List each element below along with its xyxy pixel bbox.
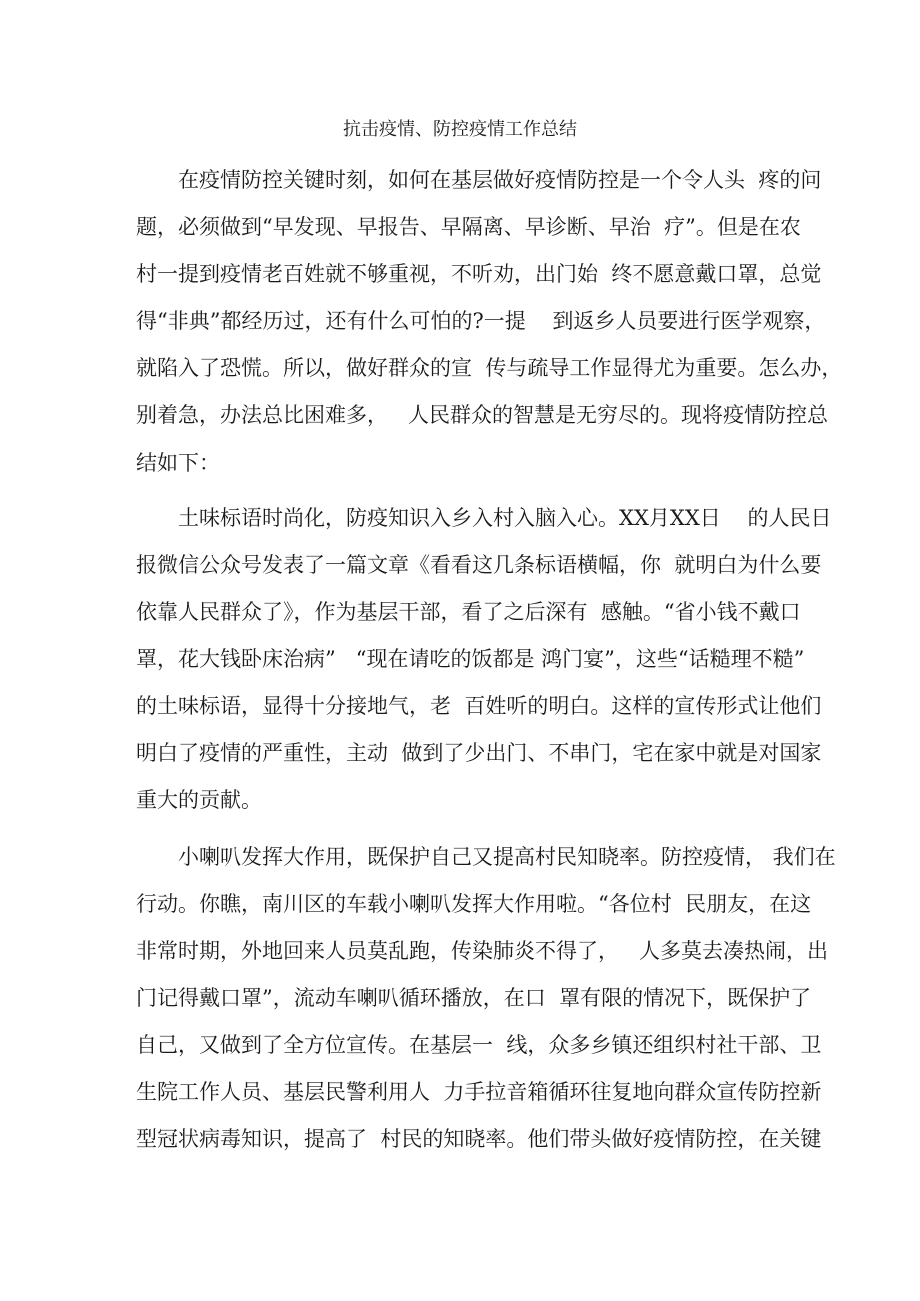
text-line: 明白了疫情的严重性，主动 做到了少出门、不串门，宅在家中就是对国家 (136, 741, 822, 765)
text-line: 非常时期，外地回来人员莫乱跑，传染肺炎不得了， 人多莫去凑热闹，出 (136, 939, 829, 963)
text-line: 行动。你瞧，南川区的车载小喇叭发挥大作用啦。“各位村 民朋友，在这 (136, 892, 812, 916)
text-line: 门记得戴口罩”，流动车喇叭循环播放，在口 罩有限的情况下，既保护了 (136, 986, 812, 1010)
text-line: 得“非典”都经历过，还有什么可怕的?一提 到返乡人员要进行医学观察， (136, 309, 826, 333)
text-line: 的土味标语，显得十分接地气，老 百姓听的明白。这样的宣传形式让他们 (136, 694, 822, 718)
text-line: 自己，又做到了全方位宣传。在基层一 线，众多乡镇还组织村社干部、卫 (136, 1033, 822, 1057)
text-line: 就陷入了恐慌。所以，做好群众的宣 传与疏导工作显得尤为重要。怎么办， (136, 356, 843, 380)
text-line: 依靠人民群众了》，作为基层干部，看了之后深有 感触。“省小钱不戴口 (136, 600, 801, 624)
text-line: 型冠状病毒知识，提高了 村民的知晓率。他们带头做好疫情防控，在关键 (136, 1127, 822, 1151)
text-line: 在疫情防控关键时刻，如何在基层做好疫情防控是一个令人头 疼的问 (178, 168, 822, 192)
text-line: 题，必须做到“早发现、早报告、早隔离、早诊断、早治 疗”。但是在农 (136, 215, 801, 239)
text-line: 生院工作人员、基层民警利用人 力手拉音箱循环往复地向群众宣传防控新 (136, 1080, 822, 1104)
document-title: 抗击疫情、防控疫情工作总结 (343, 119, 577, 140)
text-line: 罩，花大钱卧床治病” “现在请吃的饭都是 鸿门宴”，这些“话糙理不糙” (136, 647, 805, 671)
text-line: 小喇叭发挥大作用，既保护自己又提高村民知晓率。防控疫情， 我们在 (178, 845, 836, 869)
text-line: 村一提到疫情老百姓就不够重视，不听劝，出门始 终不愿意戴口罩，总觉 (136, 262, 822, 286)
text-line: 结如下： (136, 451, 220, 475)
text-line: 报微信公众号发表了一篇文章《看看这几条标语横幅，你 就明白为什么要 (136, 553, 822, 577)
text-line: 别着急，办法总比困难多， 人民群众的智慧是无穷尽的。现将疫情防控总 (136, 403, 829, 427)
text-line: 土味标语时尚化，防疫知识入乡入村入脑入心。XX月XX日 的人民日 (178, 506, 832, 530)
text-line: 重大的贡献。 (136, 788, 262, 812)
